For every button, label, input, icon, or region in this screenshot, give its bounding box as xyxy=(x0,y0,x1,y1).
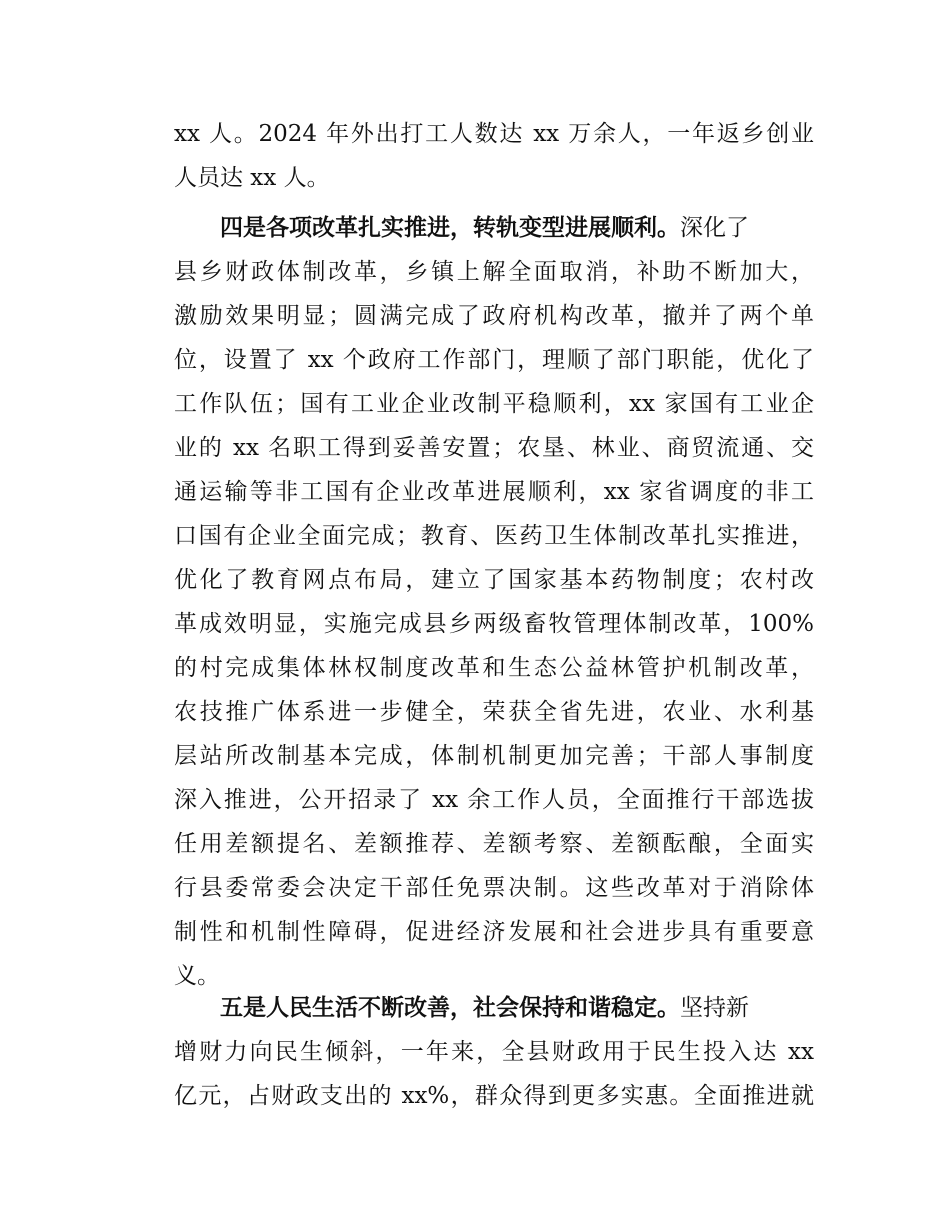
paragraph-first-line xyxy=(174,986,814,1030)
paragraph-reform xyxy=(174,206,814,998)
paragraph-line: 的村完成集体林权制度改革和生态公益林管护机制改革， xyxy=(174,655,814,681)
paragraph-line: 口国有企业全面完成；教育、医药卫生体制改革扎实推进， xyxy=(174,523,814,549)
paragraph-line: 行县委常委会决定干部任免票决制。这些改革对于消除体 xyxy=(174,875,814,901)
paragraph-continuation xyxy=(174,112,814,200)
paragraph-line: 制性和机制性障碍，促进经济发展和社会进步具有重要意 xyxy=(174,919,814,945)
paragraph-line: 亿元，占财政支出的 xx%，群众得到更多实惠。全面推进就 xyxy=(174,1083,814,1109)
paragraph-line: 深入推进，公开招录了 xx 余工作人员，全面推行干部选拔 xyxy=(174,787,814,813)
paragraph-line: 坚持新 xyxy=(680,995,749,1021)
paragraph-first-line xyxy=(174,206,814,250)
paragraph-line: 业的 xx 名职工得到妥善安置；农垦、林业、商贸流通、交 xyxy=(174,435,814,461)
paragraph-line: 县乡财政体制改革，乡镇上解全面取消，补助不断加大， xyxy=(174,259,814,285)
paragraph-line: 优化了教育网点布局，建立了国家基本药物制度；农村改 xyxy=(174,567,814,593)
paragraph-line: 义。 xyxy=(174,963,220,989)
paragraph-line: xx 人。2024 年外出打工人数达 xx 万余人，一年返乡创业 xyxy=(174,121,814,147)
paragraph-line: 工作队伍；国有工业企业改制平稳顺利，xx 家国有工业企 xyxy=(174,391,814,417)
paragraph-line: 任用差额提名、差额推荐、差额考察、差额酝酿，全面实 xyxy=(174,831,814,857)
paragraph-line: 革成效明显，实施完成县乡两级畜牧管理体制改革，100% xyxy=(174,611,814,637)
paragraph-line: 深化了 xyxy=(680,215,749,241)
paragraph-line: 层站所改制基本完成，体制机制更加完善；干部人事制度 xyxy=(174,743,814,769)
paragraph-livelihood xyxy=(174,986,814,1118)
paragraph-line: 增财力向民生倾斜，一年来，全县财政用于民生投入达 xx xyxy=(174,1039,814,1065)
paragraph-line: 激励效果明显；圆满完成了政府机构改革，撤并了两个单 xyxy=(174,303,814,329)
paragraph-line: 位，设置了 xx 个政府工作部门，理顺了部门职能，优化了 xyxy=(174,347,814,373)
paragraph-line: 通运输等非工国有企业改革进展顺利，xx 家省调度的非工 xyxy=(174,479,814,505)
paragraph-line: 人员达 xx 人。 xyxy=(174,165,330,191)
paragraph-lead-heading: 五是人民生活不断改善，社会保持和谐稳定。 xyxy=(220,995,680,1021)
paragraph-lead-heading: 四是各项改革扎实推进，转轨变型进展顺利。 xyxy=(220,215,680,241)
paragraph-line: 农技推广体系进一步健全，荣获全省先进，农业、水利基 xyxy=(174,699,814,725)
